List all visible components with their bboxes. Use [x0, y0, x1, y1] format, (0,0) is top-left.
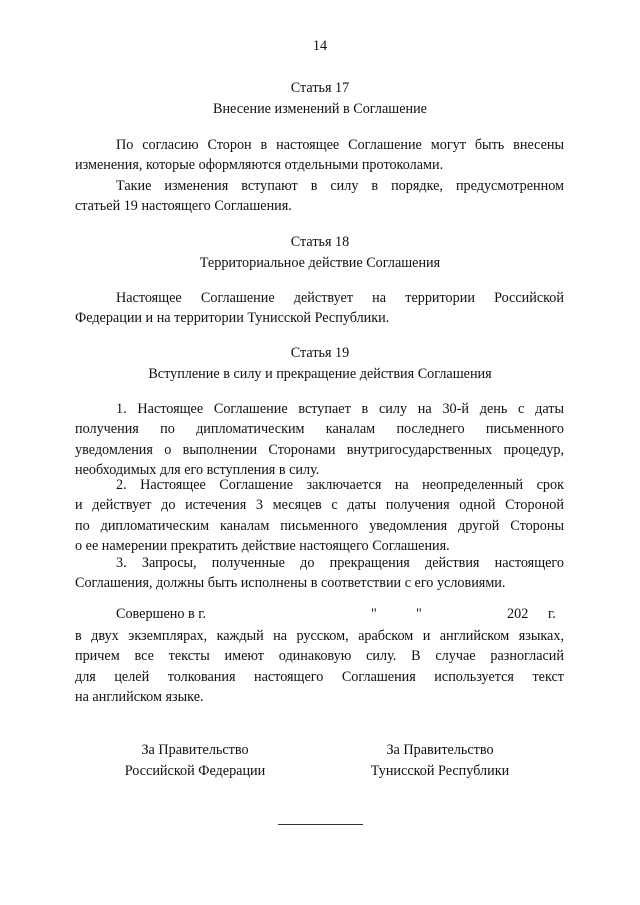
text-line: для целей толкования настоящего Соглашения используется текст: [75, 668, 564, 685]
article-17-title: Статья 17: [290, 80, 350, 96]
done-in-label: Совершено в г.: [116, 606, 207, 622]
text-line: Федерации и на территории Тунисской Республики.: [75, 310, 390, 327]
article-19-heading: [0, 343, 640, 385]
text-line: о ее намерении прекратить действие настоящего Соглашения.: [75, 537, 450, 554]
footer-divider: [278, 824, 363, 825]
text-line: на английском языке.: [75, 688, 204, 705]
page-number: 14: [312, 38, 328, 54]
article-17-paragraph-2: [75, 176, 564, 217]
article-19-paragraph-2: [75, 475, 564, 556]
article-18-heading: [0, 232, 640, 274]
execution-line: [75, 606, 564, 626]
closing-paragraph: [75, 626, 564, 707]
article-19-title: Статья 19: [290, 345, 350, 361]
year-suffix: г.: [548, 606, 556, 622]
signature-left-line-2: Российской Федерации: [124, 763, 266, 779]
text-line: По согласию Сторон в настоящее Соглашение могут быть внесены: [116, 137, 564, 153]
article-17-paragraph-1: [75, 135, 564, 176]
text-line: получения по дипломатическим каналам последнего письменного: [75, 421, 564, 438]
text-line: 3. Запросы, полученные до прекращения действия настоящего: [116, 555, 564, 571]
text-line: и действует до истечения 3 месяцев с даты получения одной Стороной: [75, 497, 564, 514]
date-quote-close: ": [416, 606, 422, 622]
text-line: статьей 19 настоящего Соглашения.: [75, 198, 292, 215]
article-19-subtitle: Вступление в силу и прекращение действия Соглашения: [148, 366, 492, 382]
year-value: 202: [507, 606, 529, 622]
article-18-title: Статья 18: [290, 234, 350, 250]
text-line: уведомления о выполнении Сторонами внутригосударственных процедур,: [75, 441, 564, 458]
signature-blocks: [0, 740, 640, 785]
text-line: Соглашения, должны быть исполнены в соответствии с его условиями.: [75, 575, 506, 592]
article-17-heading: [0, 78, 640, 120]
signature-left: [120, 740, 270, 782]
text-line: Такие изменения вступают в силу в порядке, предусмотренном: [116, 178, 564, 194]
signature-right-line-1: За Правительство: [386, 742, 494, 758]
date-quote-open: ": [371, 606, 377, 622]
text-line: Настоящее Соглашение действует на территории Российской: [116, 290, 564, 306]
article-19-paragraph-1: [75, 399, 564, 480]
article-18-paragraph-1: [75, 288, 564, 329]
text-line: 2. Настоящее Соглашение заключается на неопределенный срок: [116, 477, 564, 493]
article-18-subtitle: Территориальное действие Соглашения: [199, 255, 441, 271]
text-line: по дипломатическим каналам письменного уведомления другой Стороны: [75, 517, 564, 534]
text-line: в двух экземплярах, каждый на русском, арабском и английском языках,: [75, 628, 564, 644]
text-line: изменения, которые оформляются отдельными протоколами.: [75, 157, 444, 174]
signature-left-line-1: За Правительство: [141, 742, 249, 758]
signature-right-line-2: Тунисской Республики: [370, 763, 510, 779]
text-line: необходимых для его вступления в силу.: [75, 461, 320, 478]
text-line: причем все тексты имеют одинаковую силу. В случае разногласий: [75, 648, 564, 665]
text-line: 1. Настоящее Соглашение вступает в силу на 30-й день с даты: [116, 401, 564, 417]
article-17-subtitle: Внесение изменений в Соглашение: [213, 101, 427, 117]
article-19-paragraph-3: [75, 553, 564, 594]
signature-right: [365, 740, 515, 782]
